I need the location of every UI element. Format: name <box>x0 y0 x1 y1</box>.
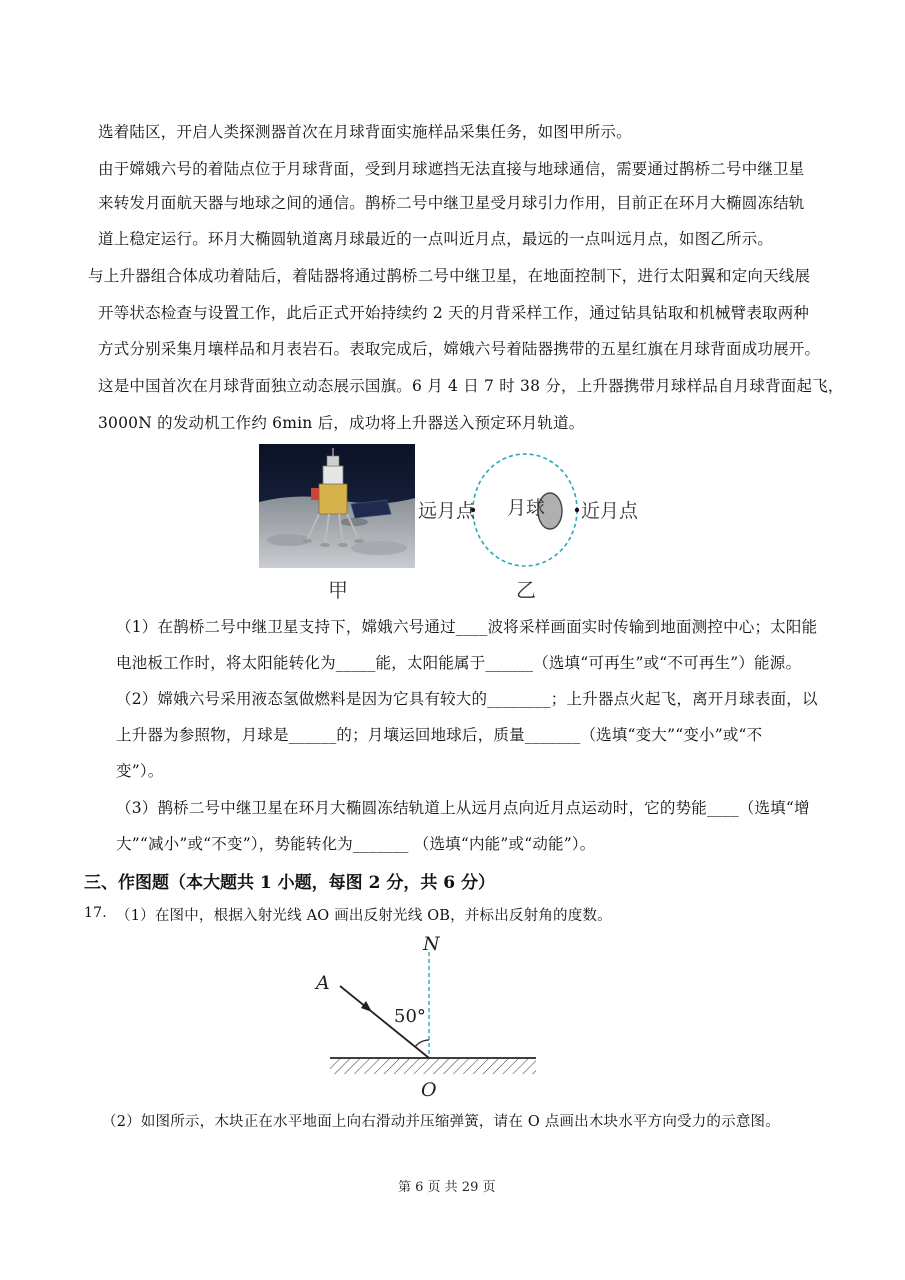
intro-line-8: 这是中国首次在月球背面独立动态展示国旗。6 月 4 日 7 时 38 分，上升器携带月球样品自月球背面起飞， <box>98 377 844 395</box>
orbit-diagram <box>410 452 640 572</box>
point-o-label: O <box>421 1079 437 1101</box>
angle-label: 50° <box>394 1006 426 1027</box>
q2-line-1: （2）嫦娥六号采用液态氢做燃料是因为它具有较大的________；上升器点火起飞，离开月球表面，以 <box>116 690 818 708</box>
q3-line-1: （3）鹊桥二号中继卫星在环月大椭圆冻结轨道上从远月点向近月点运动时，它的势能____（选填“增 <box>116 799 810 817</box>
intro-line-1: 选着陆区，开启人类探测器首次在月球背面实施样品采集任务，如图甲所示。 <box>98 123 632 141</box>
reflection-diagram <box>300 930 550 1102</box>
section-heading: 三、作图题（本大题共 1 小题，每图 2 分，共 6 分） <box>84 873 495 893</box>
intro-line-5: 与上升器组合体成功着陆后，着陆器将通过鹊桥二号中继卫星，在地面控制下，进行太阳翼和定向天线展 <box>88 267 811 285</box>
intro-line-4: 道上稳定运行。环月大椭圆轨道离月球最近的一点叫近月点，最远的一点叫远月点，如图乙所示。 <box>98 230 774 248</box>
surface-hatching <box>330 1059 536 1074</box>
lander-photo <box>259 444 415 568</box>
incident-ray-arrow <box>361 1001 372 1012</box>
intro-line-2: 由于嫦娥六号的着陆点位于月球背面，受到月球遮挡无法直接与地球通信，需要通过鹊桥二号中继卫星 <box>98 160 805 178</box>
q17-number: 17. <box>84 905 107 921</box>
normal-label: N <box>423 933 440 955</box>
intro-line-7: 方式分别采集月壤样品和月表岩石。表取完成后，嫦娥六号着陆器携带的五星红旗在月球背面成功展开。 <box>98 340 821 358</box>
moon-label: 月球 <box>507 497 546 519</box>
intro-line-3: 来转发月面航天器与地球之间的通信。鹊桥二号中继卫星受月球引力作用，目前正在环月大椭圆冻结轨 <box>98 194 805 212</box>
page-number: 第 6 页 共 29 页 <box>398 1180 496 1195</box>
q1-line-1: （1）在鹊桥二号中继卫星支持下，嫦娥六号通过____波将采样画面实时传输到地面测控中心；太阳能 <box>116 618 818 636</box>
q17-part-1: （1）在图中，根据入射光线 AO 画出反射光线 OB，并标出反射角的度数。 <box>116 908 612 924</box>
near-point-dot <box>575 508 579 512</box>
figure-caption-a: 甲 <box>328 578 348 602</box>
figure-caption-b: 乙 <box>516 578 536 602</box>
intro-line-9: 3000N 的发动机工作约 6min 后，成功将上升器送入预定环月轨道。 <box>98 414 585 432</box>
intro-line-6: 开等状态检查与设置工作，此后正式开始持续约 2 天的月背采样工作，通过钻具钻取和机械臂表取两种 <box>98 304 810 322</box>
q3-line-2: 大”“减小”或“不变”），势能转化为_______ （选填“内能”或“动能”）。 <box>116 835 596 853</box>
angle-arc <box>415 1040 429 1047</box>
far-point-label: 远月点 <box>418 500 476 522</box>
q1-line-2: 电池板工作时，将太阳能转化为_____能，太阳能属于______（选填“可再生”或“不可再生”）能源。 <box>116 654 802 672</box>
q2-line-2: 上升器为参照物，月球是______的；月壤运回地球后，质量_______（选填“变大”“变小”或“不 <box>116 726 763 744</box>
near-point-label: 近月点 <box>581 500 639 522</box>
q17-part-2: （2）如图所示，木块正在水平地面上向右滑动并压缩弹簧，请在 O 点画出木块水平方向受力的示意图。 <box>102 1114 780 1130</box>
point-a-label: A <box>316 972 330 994</box>
q2-line-3: 变”）。 <box>116 762 164 780</box>
